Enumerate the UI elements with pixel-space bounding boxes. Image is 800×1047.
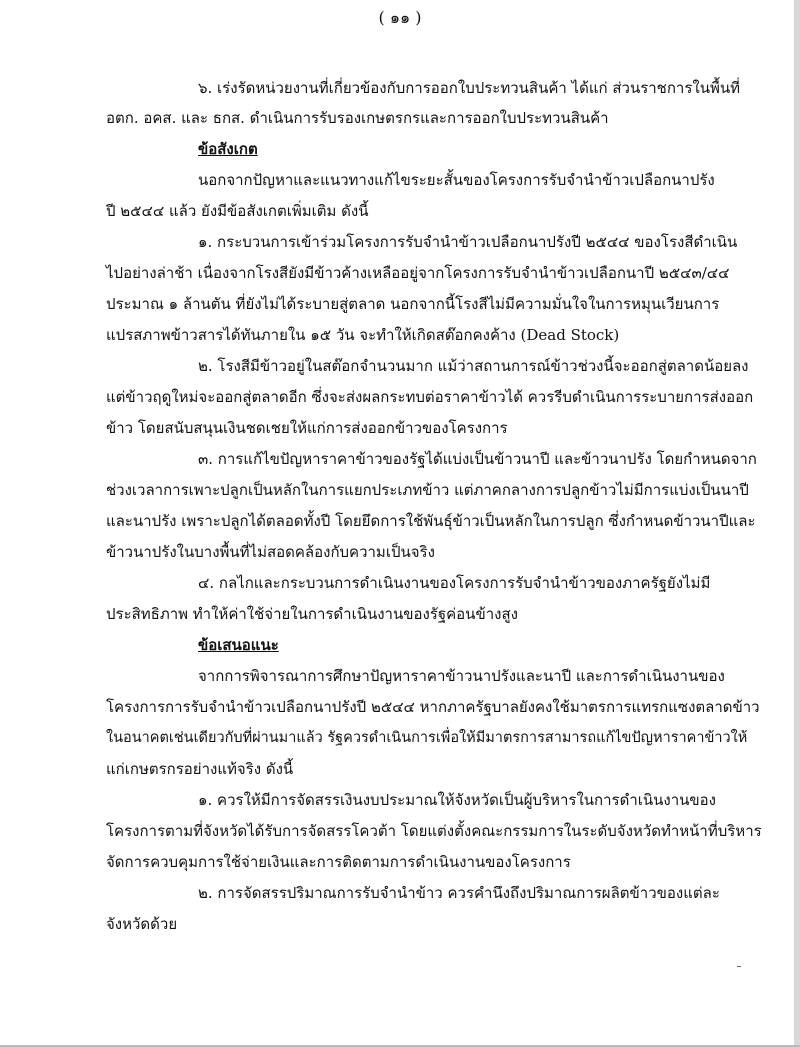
obs-2-line-3: ข้าว โดยสนับสนุนเงินชดเชยให้แก่การส่งออกข้าวของโครงการ	[106, 419, 508, 437]
obs-1-line-3: ประมาณ ๑ ล้านตัน ที่ยังไม่ได้ระบายสู่ตลาด นอกจากนี้โรงสีไม่มีความมั่นใจในการหมุนเวียนการ	[106, 295, 720, 313]
item-6-line-1: ๖. เร่งรัดหน่วยงานที่เกี่ยวข้องกับการออกใบประทวนสินค้า ได้แก่ ส่วนราชการในพื้นที่	[198, 79, 741, 97]
scan-speck	[737, 966, 741, 967]
rec-1-line-1: ๑. ควรให้มีการจัดสรรเงินงบประมาณให้จังหวัดเป็นผู้บริหารในการดำเนินงานของ	[198, 791, 716, 809]
obs-3-line-3: และนาปรัง เพราะปลูกได้ตลอดทั้งปี โดยยึดการใช้พันธุ์ข้าวเป็นหลักในการปลูก ซึ่งกำหนดข้าวนาปีและ	[106, 512, 756, 530]
item-6-line-2: อตก. อคส. และ ธกส. ดำเนินการรับรองเกษตรกรและการออกใบประทวนสินค้า	[106, 109, 609, 127]
intro-line-2: ปี ๒๕๔๔ แล้ว ยังมีข้อสังเกตเพิ่มเติม ดังนี้	[106, 202, 369, 220]
obs-1-line-2: ไปอย่างล่าช้า เนื่องจากโรงสียังมีข้าวค้างเหลืออยู่จากโครงการรับจำนำข้าวเปลือกนาปี ๒๕๔๓/๔๔	[106, 264, 730, 282]
rec-1-line-2: โครงการตามที่จังหวัดได้รับการจัดสรรโควต้า โดยแต่งตั้งคณะกรรมการในระดับจังหวัดทำหน้าที่บริหาร	[106, 822, 762, 840]
obs-3-line-4: ข้าวนาปรังในบางพื้นที่ไม่สอดคล้องกับความเป็นจริง	[106, 543, 435, 561]
obs-3-line-2: ช่วงเวลาการเพาะปลูกเป็นหลักในการแยกประเภทข้าว แต่ภาคกลางการปลูกข้าวไม่มีการแบ่งเป็นนาปี	[106, 481, 749, 499]
rec-intro-line-1: จากการพิจารณาการศึกษาปัญหาราคาข้าวนาปรังและนาปี และการดำเนินงานของ	[198, 667, 725, 685]
rec-2-line-1: ๒. การจัดสรรปริมาณการรับจำนำข้าว ควรคำนึงถึงปริมาณการผลิตข้าวของแต่ละ	[198, 884, 720, 902]
heading-recommendations: ข้อเสนอแนะ	[198, 636, 279, 654]
obs-2-line-1: ๒. โรงสีมีข้าวอยู่ในสต๊อกจำนวนมาก แม้ว่าสถานการณ์ข้าวช่วงนี้จะออกสู่ตลาดน้อยลง	[198, 357, 749, 375]
rec-2-line-2: จังหวัดด้วย	[106, 915, 178, 933]
rec-intro-line-2: โครงการการรับจำนำข้าวเปลือกนาปรังปี ๒๕๔๔ หากภาครัฐบาลยังคงใช้มาตรการแทรกแซงตลาดข้าว	[106, 698, 760, 716]
obs-1-line-1: ๑. กระบวนการเข้าร่วมโครงการรับจำนำข้าวเปลือกนาปรังปี ๒๕๔๔ ของโรงสีดำเนิน	[198, 233, 738, 251]
obs-1-line-4: แปรสภาพข้าวสารได้ทันภายใน ๑๕ วัน จะทำให้เกิดสต๊อกคงค้าง (Dead Stock)	[106, 326, 620, 344]
rec-1-line-3: จัดการควบคุมการใช้จ่ายเงินและการติดตามการดำเนินงานของโครงการ	[106, 853, 571, 871]
page-number: ( ๑๑ )	[378, 8, 422, 27]
obs-3-line-1: ๓. การแก้ไขปัญหาราคาข้าวของรัฐได้แบ่งเป็นข้าวนาปี และข้าวนาปรัง โดยกำหนดจาก	[198, 450, 757, 468]
scan-edge-right	[794, 0, 800, 1047]
obs-4-line-1: ๔. กลไกและกระบวนการดำเนินงานของโครงการรับจำนำข้าวของภาครัฐยังไม่มี	[198, 574, 711, 592]
intro-line-1: นอกจากปัญหาและแนวทางแก้ไขระยะสั้นของโครงการรับจำนำข้าวเปลือกนาปรัง	[198, 171, 715, 189]
rec-intro-line-3: ในอนาคตเช่นเดียวกับที่ผ่านมาแล้ว รัฐควรดำเนินการเพื่อให้มีมาตรการสามารถแก้ไขปัญหาราคาข้าวให้	[106, 730, 748, 746]
obs-2-line-2: แต่ข้าวฤดูใหม่จะออกสู่ตลาดอีก ซึ่งจะส่งผลกระทบต่อราคาข้าวได้ ควรรีบดำเนินการระบายการส่งออก	[106, 388, 754, 406]
obs-4-line-2: ประสิทธิภาพ ทำให้ค่าใช้จ่ายในการดำเนินงานของรัฐค่อนข้างสูง	[106, 605, 518, 623]
heading-observations: ข้อสังเกต	[198, 140, 258, 158]
rec-intro-line-4: แก่เกษตรกรอย่างแท้จริง ดังนี้	[106, 760, 294, 778]
